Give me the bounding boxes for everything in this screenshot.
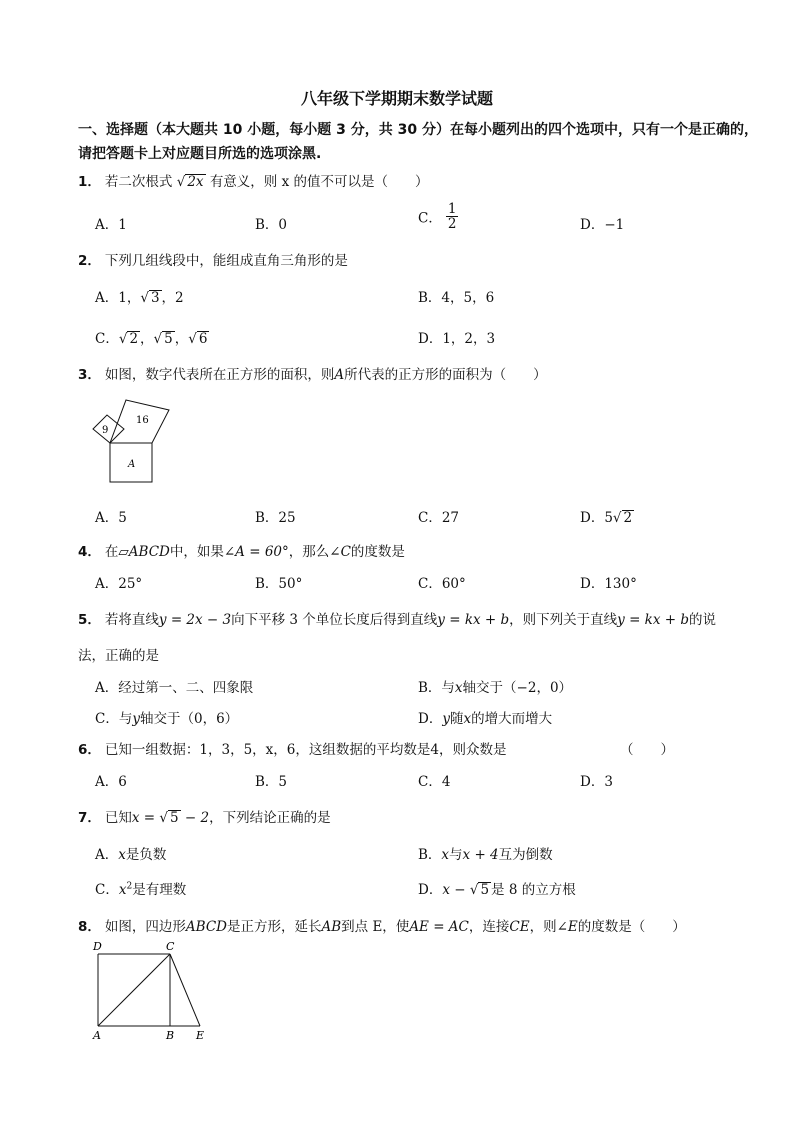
option-b[interactable] [418, 676, 572, 696]
option-b[interactable] [418, 843, 553, 863]
question-number: 3． [78, 367, 101, 383]
label-a: A [93, 1029, 101, 1042]
equation: AE = AC [409, 919, 469, 935]
question-text: ，则 [529, 919, 557, 935]
option-label: D． [418, 882, 443, 898]
sqrt-symbol: √ [176, 174, 186, 190]
option-label: D． [418, 711, 443, 727]
label-9: 9 [102, 425, 109, 436]
variable: x [118, 847, 126, 863]
option-label: B． [418, 680, 442, 696]
variable: y [132, 711, 140, 727]
option-label: B． [418, 847, 442, 863]
sqrt-symbol: √ [153, 331, 163, 347]
option-c[interactable] [95, 878, 186, 898]
option-label: A． [95, 217, 119, 233]
option-d[interactable] [418, 707, 552, 727]
angle: ∠E [556, 919, 578, 935]
exponent: 2 [126, 881, 133, 892]
option-label: D． [580, 576, 605, 592]
option-a[interactable] [95, 843, 166, 863]
option-text: 与 [449, 847, 463, 863]
option-text: −1 [604, 217, 625, 233]
question-text: 中，如果 [169, 544, 224, 560]
square-figure [90, 940, 215, 1045]
label-c: C [166, 940, 175, 953]
option-text: 50° [278, 576, 303, 592]
option-d[interactable] [580, 572, 637, 592]
question-3 [78, 363, 547, 383]
option-label: C． [418, 576, 442, 592]
radicand: 6 [198, 331, 208, 347]
option-text: 4 [441, 774, 451, 790]
option-b[interactable] [255, 770, 287, 790]
question-8 [78, 915, 686, 935]
question-text: 的说 [689, 612, 717, 628]
section-heading: 一、选择题（本大题共 10 小题，每小题 3 分，共 30 分）在每小题列出的四个选项中，只有一个是正确的，请把答题卡上对应题目所选的选项涂黑. [78, 122, 758, 162]
answer-blank: （ ） [620, 742, 674, 758]
question-text: 所代表的正方形的面积为（ ） [344, 367, 547, 383]
equation: y = 2x − 3 [158, 612, 232, 628]
option-label: C． [418, 774, 442, 790]
page-title: 八年级下学期期末数学试题 [300, 89, 493, 108]
question-text: ，那么 [288, 544, 330, 560]
sqrt-symbol: √ [469, 882, 479, 898]
option-a[interactable] [95, 286, 184, 306]
label-16: 16 [136, 415, 149, 426]
option-a[interactable] [95, 676, 253, 696]
question-1 [78, 170, 429, 190]
expression: x + 4 [462, 847, 499, 863]
option-label: B． [255, 576, 279, 592]
option-label: A． [95, 847, 119, 863]
variable: x [454, 680, 463, 696]
question-text: 向下平移 3 个单位长度后得到直线 [231, 612, 438, 628]
question-number: 2． [78, 253, 101, 269]
option-text: 的增大而增大 [471, 711, 553, 727]
label-a: A [128, 459, 136, 470]
radicand: 5 [170, 810, 179, 826]
radicand: 5 [480, 882, 490, 898]
label-d: D [93, 940, 102, 953]
option-text: 1，2，3 [442, 331, 496, 347]
option-b[interactable] [255, 213, 287, 233]
option-b[interactable] [255, 572, 302, 592]
variable: x [118, 882, 127, 898]
segment-ce [170, 954, 200, 1026]
option-label: C． [95, 882, 119, 898]
sqrt-symbol: √ [140, 290, 149, 306]
option-c[interactable] [95, 707, 238, 727]
squares-figure [88, 396, 178, 488]
option-text: 经过第一、二、四象限 [118, 680, 254, 696]
option-c[interactable] [418, 506, 459, 526]
option-d[interactable] [418, 327, 495, 347]
option-text: 5 [278, 774, 288, 790]
question-text: 是正方形，延长 [226, 919, 322, 935]
option-label: D． [418, 331, 443, 347]
option-label: A． [95, 576, 119, 592]
question-text: 如图，四边形 [104, 919, 186, 935]
option-label: C． [95, 331, 119, 347]
variable: x [463, 711, 472, 727]
option-d[interactable] [418, 878, 576, 898]
sqrt-symbol: √ [188, 331, 197, 347]
label-b: B [166, 1029, 175, 1042]
option-label: D． [580, 510, 605, 526]
option-text: 60° [441, 576, 466, 592]
option-label: A． [95, 680, 119, 696]
option-label: D． [580, 217, 605, 233]
question-number: 5． [78, 612, 101, 628]
question-text: 的度数是（ ） [577, 919, 686, 935]
equation: y = kx + b [437, 612, 510, 628]
radicand: 5 [164, 331, 173, 347]
question-text: 如图，数字代表所在正方形的面积，则 [104, 367, 335, 383]
question-text: 下列几组线段中，能组成直角三角形的是 [104, 253, 348, 269]
option-label: A． [95, 510, 119, 526]
radicand: 2 [129, 331, 139, 347]
option-a[interactable] [95, 770, 127, 790]
option-text: 130° [604, 576, 637, 592]
option-label: B． [418, 290, 442, 306]
option-text: 0 [278, 217, 288, 233]
option-text: 5 [118, 510, 127, 526]
separator: ， [140, 331, 154, 347]
label-e: E [196, 1029, 205, 1042]
variable: CE [509, 919, 530, 935]
parallelogram-name: ▱ABCD [118, 544, 170, 560]
option-c[interactable] [418, 770, 450, 790]
option-label: B． [255, 510, 279, 526]
option-label: C． [418, 510, 442, 526]
fraction: $\frac{1}{2}$ [447, 201, 457, 232]
separator: ， [174, 331, 189, 347]
equation: − 2 [180, 810, 210, 826]
condition: ∠A = 60° [223, 544, 289, 560]
radicand: 3 [150, 290, 160, 306]
question-text: 若二次根式 [104, 174, 173, 190]
question-text: 若将直线 [104, 612, 159, 628]
option-label: B． [255, 774, 279, 790]
option-text: 25° [118, 576, 143, 592]
question-number: 7． [78, 810, 101, 826]
option-a[interactable] [95, 213, 127, 233]
option-text: 27 [441, 510, 460, 526]
question-text: ，连接 [468, 919, 510, 935]
option-b[interactable] [418, 286, 494, 306]
question-text: 已知 [104, 810, 132, 826]
option-label: A． [95, 290, 119, 306]
option-text: 5 [604, 510, 613, 526]
question-6 [78, 738, 506, 758]
option-d[interactable] [580, 213, 624, 233]
option-text: 1 [118, 217, 127, 233]
sqrt-symbol: √ [159, 810, 169, 826]
question-text: 到点 E，使 [341, 919, 410, 935]
question-number: 4． [78, 544, 101, 560]
question-text: ，则下列关于直线 [509, 612, 618, 628]
question-number: 8． [78, 919, 101, 935]
equation: x = [131, 810, 160, 826]
option-text: 是 8 的立方根 [491, 882, 576, 898]
option-text: 轴交于（−2，0） [462, 680, 573, 696]
option-text: 随 [449, 711, 464, 727]
question-5 [78, 608, 716, 628]
question-2 [78, 249, 348, 269]
option-text: 6 [118, 774, 127, 790]
option-text: 25 [278, 510, 296, 526]
option-text: 是有理数 [132, 882, 187, 898]
option-text: 是负数 [125, 847, 167, 863]
option-label: B． [255, 217, 279, 233]
option-a[interactable] [95, 572, 142, 592]
option-label: C． [95, 711, 119, 727]
variable: ABCD [185, 919, 227, 935]
option-label: A． [95, 774, 119, 790]
question-text: 已知一组数据：1，3，5，x，6，这组数据的平均数是4，则众数是 [104, 742, 507, 758]
option-text: 互为倒数 [498, 847, 553, 863]
question-4 [78, 540, 405, 560]
equation: y = kx + b [617, 612, 690, 628]
question-text: 在 [104, 544, 119, 560]
question-text: 的度数是 [350, 544, 405, 560]
option-c[interactable] [95, 327, 209, 347]
option-text: 轴交于（0，6） [139, 711, 239, 727]
angle: ∠C [329, 544, 351, 560]
question-text: ，下列结论正确的是 [209, 810, 331, 826]
option-text: 4，5，6 [441, 290, 495, 306]
radicand: 2x [187, 174, 204, 190]
option-c[interactable] [418, 202, 458, 231]
option-b[interactable] [255, 506, 296, 526]
question-number: 1． [78, 174, 101, 190]
variable: A [334, 367, 345, 383]
option-d[interactable] [580, 770, 613, 790]
option-a[interactable] [95, 506, 127, 526]
question-number: 6． [78, 742, 101, 758]
option-label: C． [418, 210, 442, 227]
option-d[interactable] [580, 506, 634, 526]
variable: y [442, 711, 450, 727]
option-label: D． [580, 774, 605, 790]
option-text: 3 [604, 774, 613, 790]
option-text: 与 [118, 711, 133, 727]
question-text: 有意义，则 x 的值不可以是（ ） [209, 174, 429, 190]
option-c[interactable] [418, 572, 466, 592]
radicand: 2 [623, 510, 633, 526]
segment-ac [98, 954, 170, 1026]
variable: AB [321, 919, 342, 935]
option-text: 1， [118, 290, 141, 306]
question-5-line2: 法，正确的是 [78, 648, 159, 664]
option-text: 与 [441, 680, 455, 696]
variable: x [441, 847, 450, 863]
option-text: ，2 [161, 290, 184, 306]
sqrt-symbol: √ [118, 331, 128, 347]
sqrt-symbol: √ [612, 510, 622, 526]
question-7 [78, 806, 331, 826]
expression: x − [442, 882, 470, 898]
